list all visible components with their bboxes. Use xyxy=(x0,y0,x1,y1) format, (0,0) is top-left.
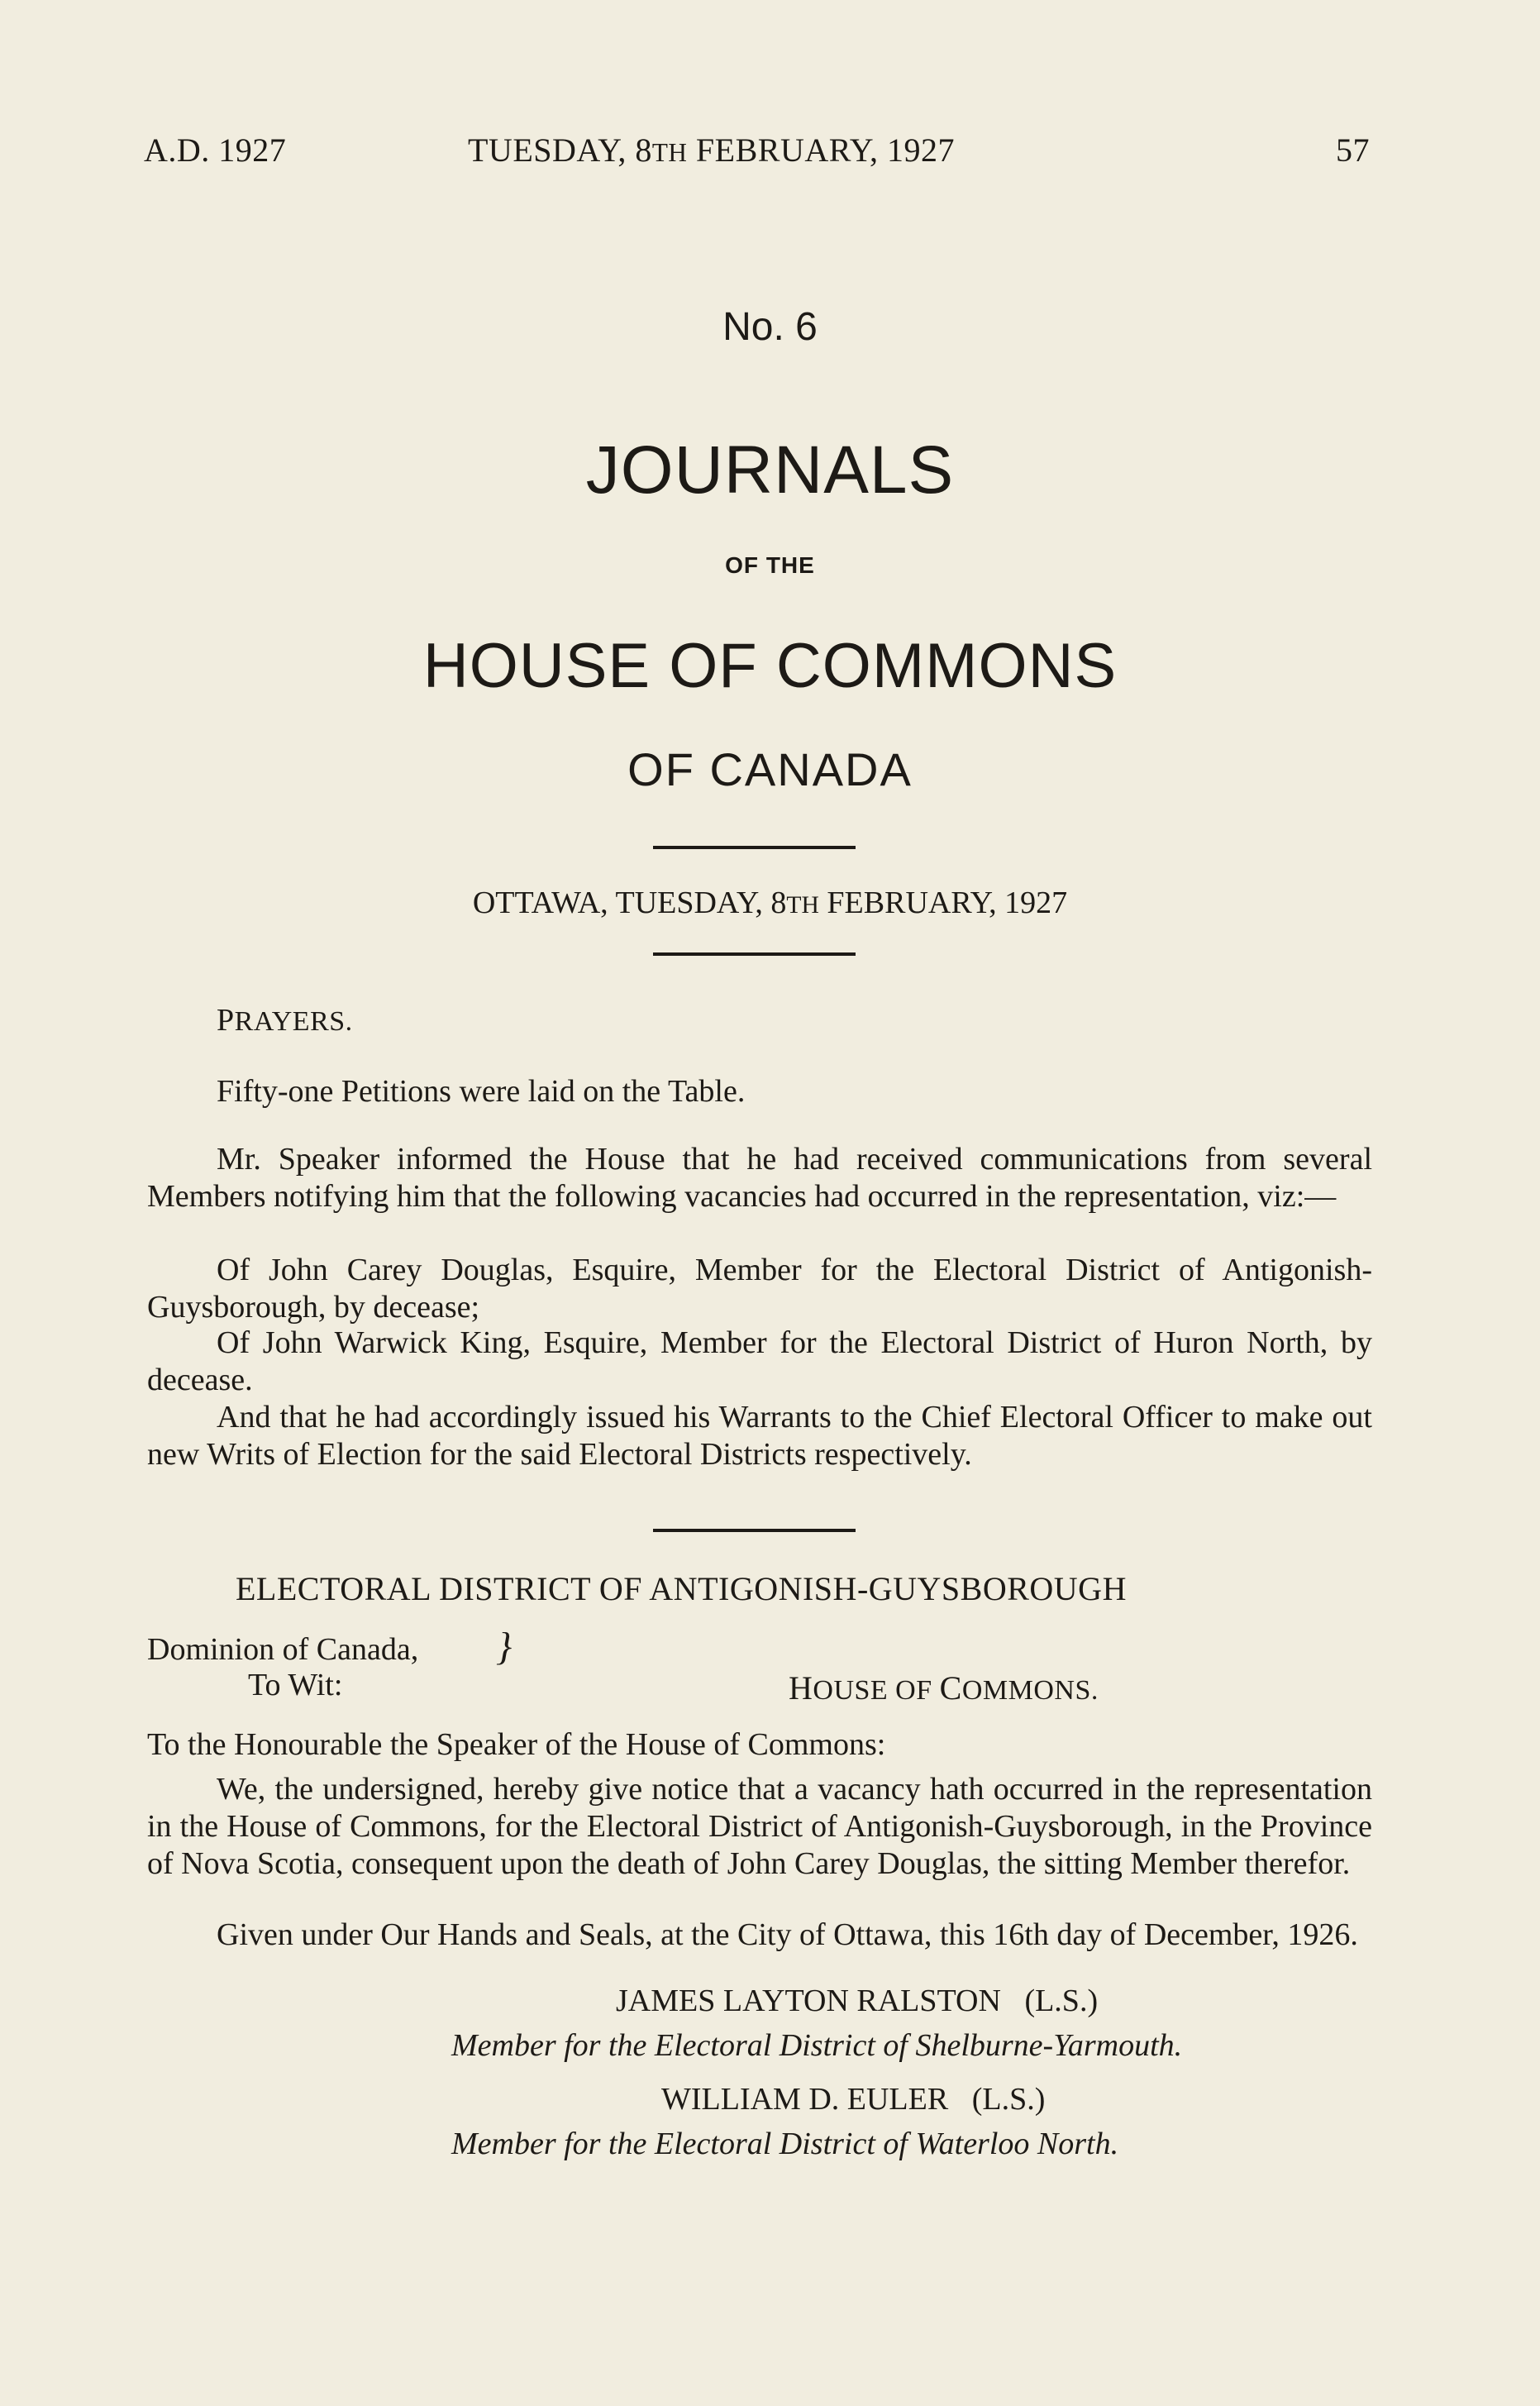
dominion-block xyxy=(147,1632,418,1703)
notice-body: We, the undersigned, hereby give notice that a vacancy hath occurred in the representation in the House of Commons, for the Electoral District of Antigonish-Guysborough, in the Province of Nova Scotia, consequent upon the death of John Carey Douglas, the sitting Member therefor. xyxy=(147,1772,1372,1881)
dateline-sup: TH xyxy=(786,892,819,919)
header-date xyxy=(468,131,955,169)
house-of-commons-label xyxy=(789,1668,1099,1707)
divider-rule xyxy=(653,846,856,849)
divider-rule xyxy=(653,1529,856,1532)
brace-glyph: } xyxy=(496,1625,513,1668)
signer-2-seal: (L.S.) xyxy=(971,2082,1046,2117)
vacancy-paragraph-2: Of John Warwick King, Esquire, Member for the Electoral District of Huron North, by decease. xyxy=(147,1325,1372,1397)
signer-1-member: Member for the Electoral District of Shelburne-Yarmouth. xyxy=(451,2028,1183,2063)
journals-title: JOURNALS xyxy=(585,432,955,508)
page-number: 57 xyxy=(1336,131,1370,169)
warrants-paragraph: And that he had accordingly issued his Warrants to the Chief Electoral Officer to make out new Writs of Election for the said Electoral Districts respectively. xyxy=(147,1400,1372,1472)
dominion-line: Dominion of Canada, xyxy=(147,1632,419,1667)
prayers-rest: RAYERS. xyxy=(234,1006,353,1037)
district-heading: ELECTORAL DISTRICT OF ANTIGONISH-GUYSBOROUGH xyxy=(236,1570,1127,1607)
to-wit-line: To Wit: xyxy=(248,1668,343,1702)
divider-rule xyxy=(653,952,856,956)
header-date-pre: TUESDAY, 8 xyxy=(468,131,652,169)
dateline-post: FEBRUARY, 1927 xyxy=(818,886,1068,920)
header-date-post: FEBRUARY, 1927 xyxy=(687,131,955,169)
of-canada-title: OF CANADA xyxy=(627,743,913,795)
signer-1 xyxy=(616,1983,1098,2020)
prayers-heading xyxy=(217,1002,353,1038)
signer-1-seal: (L.S.) xyxy=(1024,1984,1099,2018)
hoc-ommons: OMMONS. xyxy=(961,1675,1099,1706)
of-the-label: OF THE xyxy=(725,552,815,578)
hoc-cap-c: C xyxy=(939,1669,962,1707)
hoc-cap-h: H xyxy=(789,1669,813,1707)
hoc-ouse: OUSE OF xyxy=(813,1675,940,1706)
running-head xyxy=(144,131,1370,172)
signer-2-member: Member for the Electoral District of Waterloo North. xyxy=(451,2127,1119,2161)
house-of-commons-title: HOUSE OF COMMONS xyxy=(422,631,1118,701)
prayers-cap: P xyxy=(217,1003,235,1038)
address-line: To the Honourable the Speaker of the House of Commons: xyxy=(147,1727,886,1762)
given-paragraph: Given under Our Hands and Seals, at the City of Ottawa, this 16th day of December, 1926. xyxy=(217,1917,1358,1952)
speaker-paragraph: Mr. Speaker informed the House that he had received communications from several Members notifying him that the following vacancies had occurred in the representation, viz:— xyxy=(147,1142,1372,1214)
header-year: A.D. 1927 xyxy=(144,131,287,169)
vacancy-paragraph-1: Of John Carey Douglas, Esquire, Member for the Electoral District of Antigonish-Guysborough, by decease; xyxy=(147,1253,1372,1325)
dateline xyxy=(0,885,1540,921)
header-date-sup: TH xyxy=(651,138,688,167)
dateline-pre: OTTAWA, TUESDAY, 8 xyxy=(472,886,787,920)
signer-2 xyxy=(661,2081,1045,2118)
issue-number: No. 6 xyxy=(722,305,818,349)
petitions-paragraph: Fifty-one Petitions were laid on the Table. xyxy=(217,1074,746,1109)
signer-2-name: WILLIAM D. EULER xyxy=(661,2082,949,2117)
signer-1-name: JAMES LAYTON RALSTON xyxy=(616,1984,1001,2018)
